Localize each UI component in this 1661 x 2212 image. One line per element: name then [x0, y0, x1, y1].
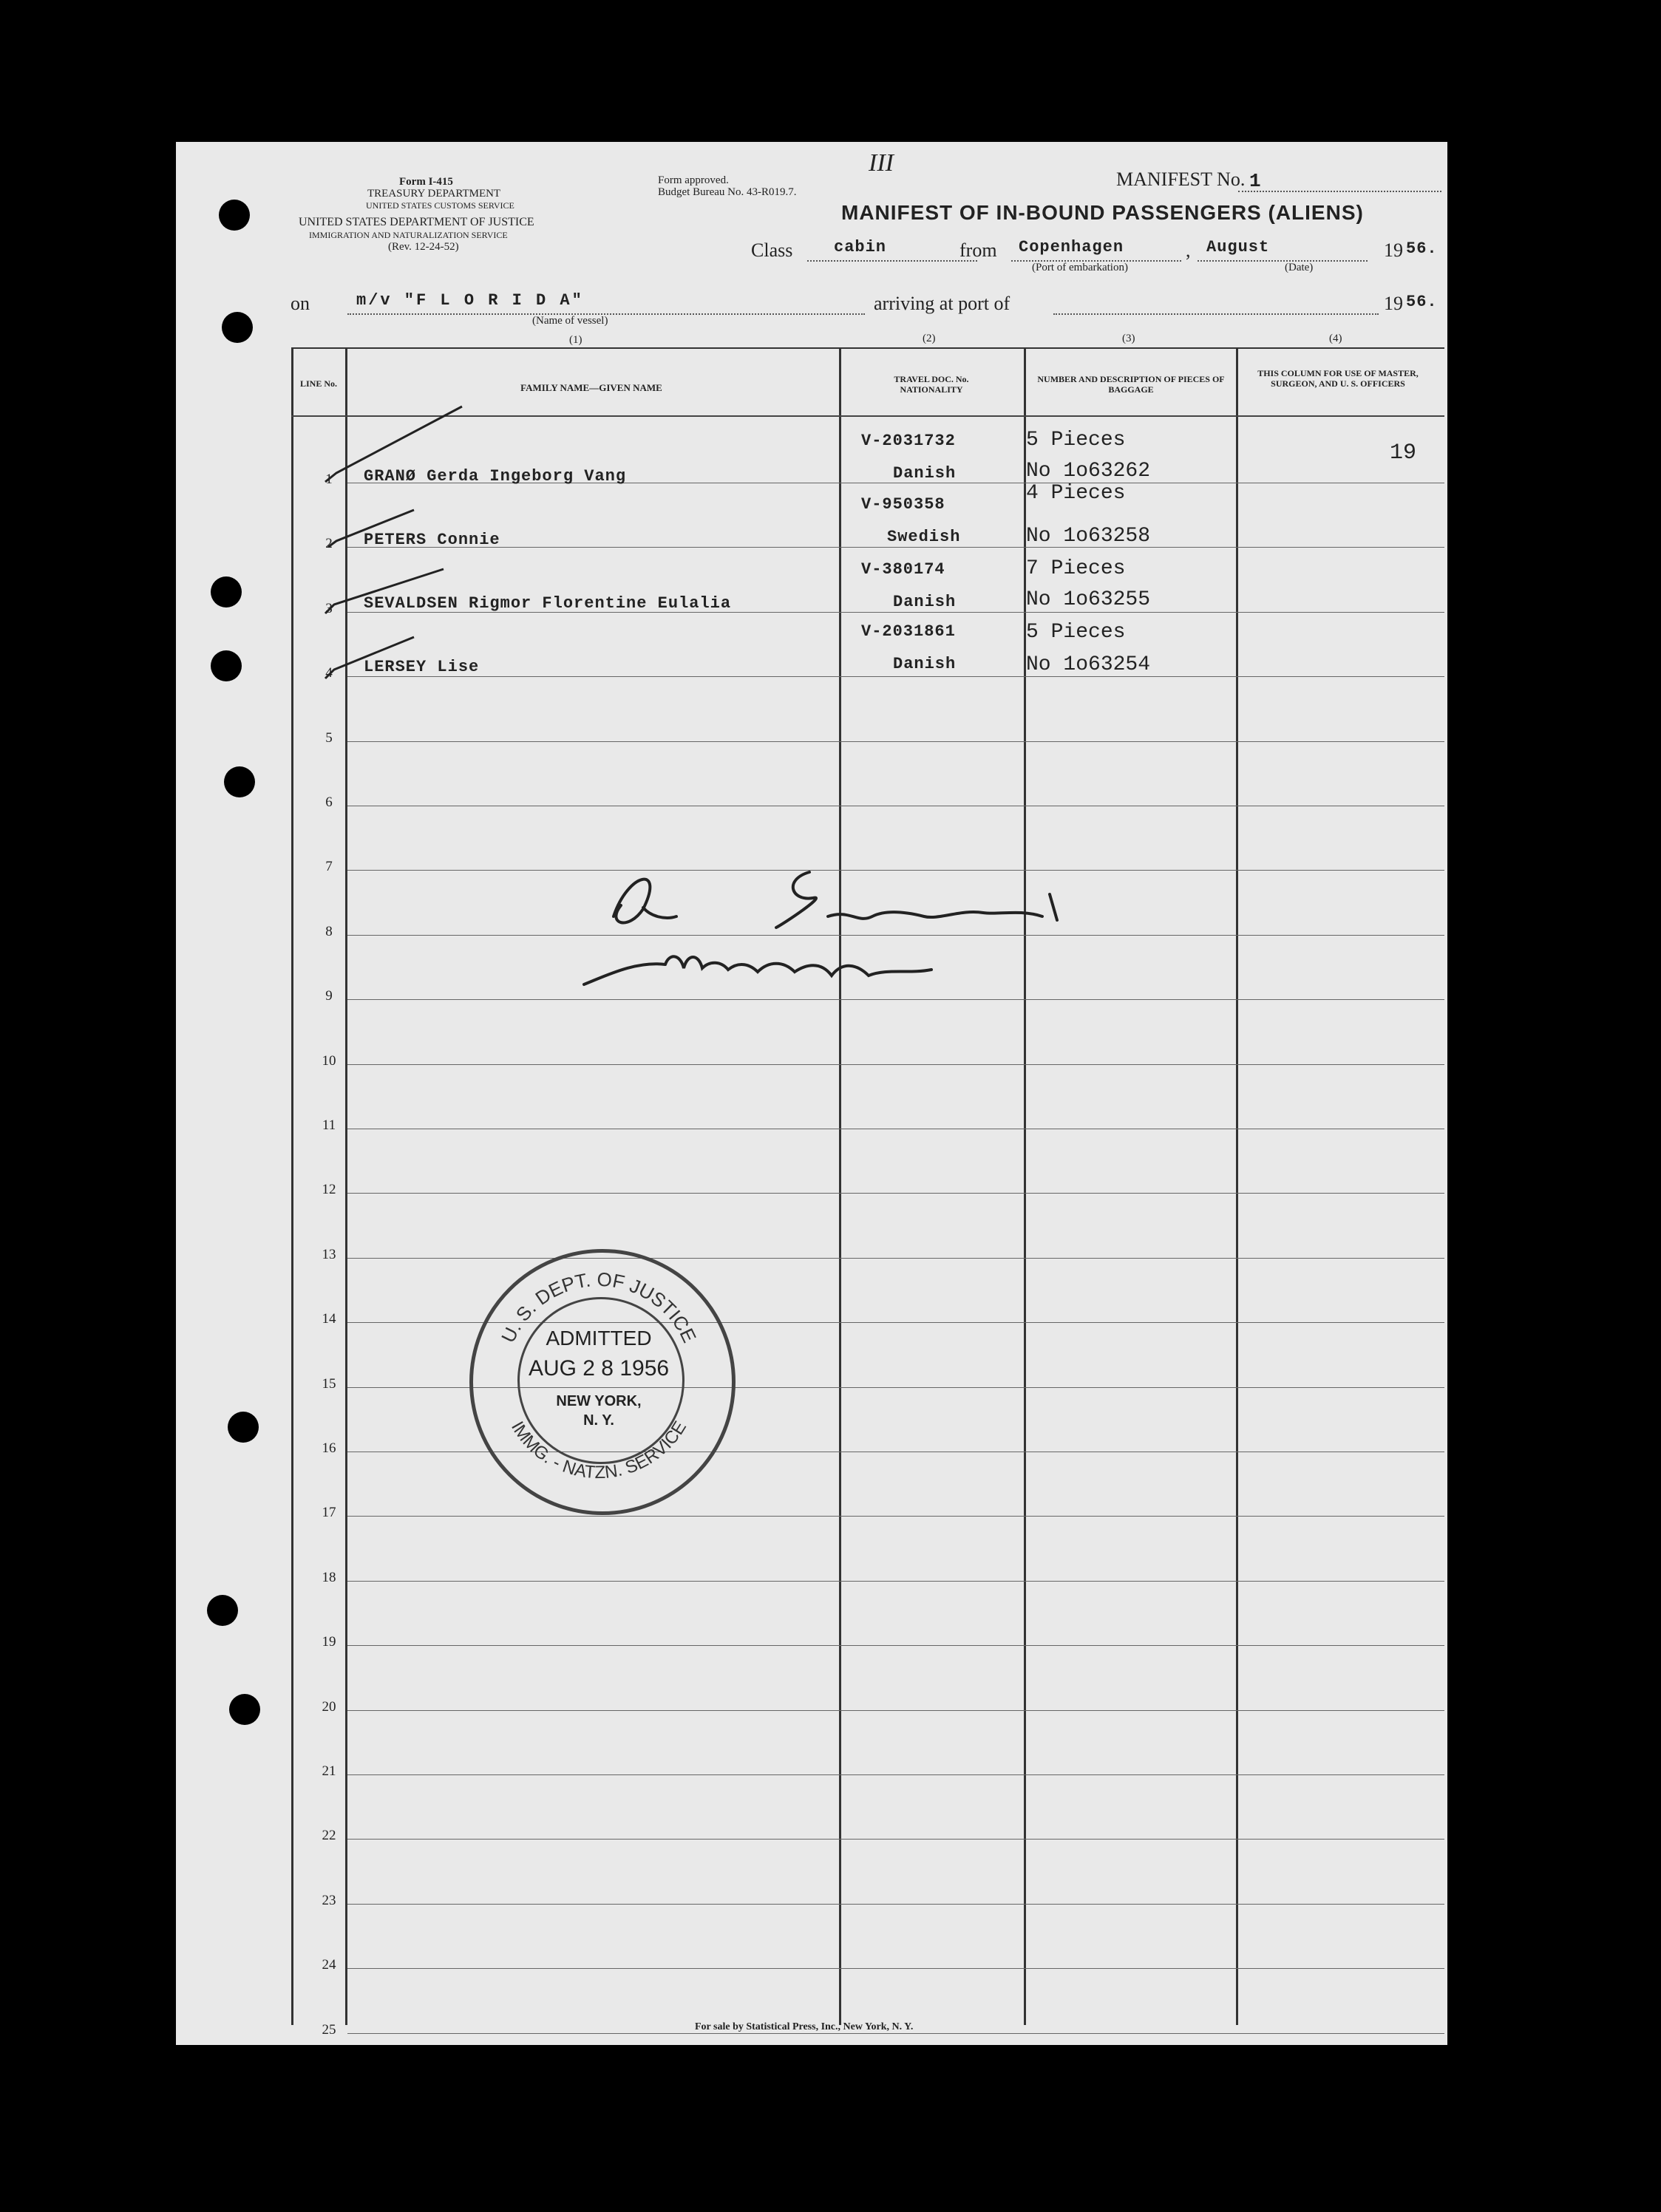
stamp-top-text: U. S. DEPT. OF JUSTICE: [496, 1267, 702, 1347]
year2-suffix: 56.: [1406, 293, 1438, 311]
port-caption: (Port of embarkation): [1032, 262, 1128, 273]
line-number: 16: [322, 1440, 336, 1456]
manifest-no-label: MANIFEST No.: [1116, 169, 1246, 190]
travel-doc: V-380174: [861, 560, 945, 579]
baggage-pieces: 5 Pieces: [1026, 429, 1126, 452]
line-number: 4: [325, 665, 333, 681]
class-label: Class: [751, 239, 793, 261]
revision: (Rev. 12-24-52): [388, 241, 459, 253]
passenger-name: SEVALDSEN Rigmor Florentine Eulalia: [364, 594, 732, 613]
line-number: 12: [322, 1182, 336, 1198]
from-label: from: [959, 239, 997, 261]
line-number: 21: [322, 1763, 336, 1779]
line-number: 2: [325, 536, 333, 552]
master-signature: [584, 872, 1057, 984]
line-number: 25: [322, 2021, 336, 2038]
admitted-stamp: [469, 1249, 736, 1515]
col-head-baggage: NUMBER AND DESCRIPTION OF PIECES OF BAGGAGE: [1037, 374, 1225, 395]
comma: ,: [1186, 239, 1191, 261]
passenger-name: LERSEY Lise: [364, 658, 480, 676]
baggage-number: No 1o63258: [1026, 525, 1151, 548]
col-head-travel: TRAVEL DOC. No. NATIONALITY: [894, 374, 969, 395]
from-value: Copenhagen: [1019, 238, 1124, 256]
line-number: 23: [322, 1892, 336, 1908]
year-prefix: 19: [1384, 239, 1403, 261]
line-number: 11: [322, 1117, 336, 1133]
line-number: 17: [322, 1505, 336, 1521]
line-number: 18: [322, 1569, 336, 1585]
col-num-4: (4): [1329, 333, 1342, 344]
printer-footer: For sale by Statistical Press, Inc., New York, N. Y.: [695, 2021, 914, 2032]
travel-doc: V-2031861: [861, 622, 956, 641]
line-number: 7: [325, 859, 333, 875]
baggage-number: No 1o63255: [1026, 588, 1151, 611]
baggage-pieces: 4 Pieces: [1026, 482, 1126, 505]
line-number: 5: [325, 729, 333, 746]
manifest-number: 1: [1249, 170, 1262, 192]
roman-annotation: III: [869, 149, 894, 177]
treasury-dept: TREASURY DEPARTMENT: [367, 188, 501, 200]
year2-prefix: 19: [1384, 293, 1403, 314]
manifest-title: MANIFEST OF IN-BOUND PASSENGERS (ALIENS): [841, 201, 1364, 224]
col-head-line: LINE No.: [299, 378, 337, 389]
nationality: Danish: [893, 464, 957, 483]
line-number: 24: [322, 1957, 336, 1973]
line-number: 10: [322, 1052, 336, 1069]
col-head-officers: THIS COLUMN FOR USE OF MASTER, SURGEON, AND U. S. OFFICERS: [1257, 368, 1419, 389]
travel-doc: V-2031732: [861, 432, 956, 450]
line-number: 19: [322, 1634, 336, 1650]
passenger-name: GRANØ Gerda Ingeborg Vang: [364, 467, 627, 486]
date-caption: (Date): [1285, 262, 1314, 273]
justice-dept: UNITED STATES DEPARTMENT OF JUSTICE: [299, 216, 534, 228]
stamp-date: AUG 2 8 1956: [528, 1356, 670, 1381]
form-approved: Form approved.: [658, 174, 729, 186]
stamp-status: ADMITTED: [546, 1327, 652, 1350]
ins-label: IMMIGRATION AND NATURALIZATION SERVICE: [309, 230, 508, 240]
line-number: 14: [322, 1311, 336, 1327]
officer-note: 19: [1390, 440, 1417, 466]
line-number: 22: [322, 1828, 336, 1844]
nationality: Swedish: [887, 528, 961, 546]
line-number: 9: [325, 988, 333, 1004]
date-value: August: [1206, 238, 1270, 256]
line-number: 1: [325, 472, 333, 487]
line-number: 13: [322, 1246, 336, 1262]
travel-doc: V-950358: [861, 495, 945, 514]
line-number: 15: [322, 1375, 336, 1392]
stamp-city: NEW YORK,: [556, 1393, 642, 1409]
col-head-name: FAMILY NAME—GIVEN NAME: [520, 382, 662, 393]
vessel-value: m/v "F L O R I D A": [356, 291, 584, 310]
nationality: Danish: [893, 655, 957, 673]
check-mark: [325, 406, 462, 678]
baggage-number: No 1o63262: [1026, 460, 1151, 483]
on-label: on: [291, 293, 310, 314]
baggage-pieces: 7 Pieces: [1026, 557, 1126, 580]
year-suffix: 56.: [1406, 239, 1438, 258]
col-num-1: (1): [569, 334, 582, 346]
col-num-2: (2): [923, 333, 936, 344]
line-number: 20: [322, 1698, 336, 1715]
vessel-caption: (Name of vessel): [532, 315, 608, 327]
col-num-3: (3): [1122, 333, 1135, 344]
form-number: Form I-415: [399, 176, 453, 188]
customs-service: UNITED STATES CUSTOMS SERVICE: [366, 200, 514, 211]
baggage-number: No 1o63254: [1026, 653, 1151, 676]
arriving-label: arriving at port of: [874, 293, 1010, 314]
nationality: Danish: [893, 593, 957, 611]
stamp-state: N. Y.: [583, 1412, 614, 1429]
line-number: 8: [325, 923, 333, 939]
baggage-pieces: 5 Pieces: [1026, 621, 1126, 644]
line-number: 3: [325, 600, 333, 616]
class-value: cabin: [834, 238, 887, 256]
passenger-name: PETERS Connie: [364, 531, 500, 549]
stamp-bottom-text: IMMG. - NATZN. SERVICE: [507, 1418, 691, 1483]
budget-bureau: Budget Bureau No. 43-R019.7.: [658, 186, 797, 198]
line-number: 6: [325, 794, 333, 810]
